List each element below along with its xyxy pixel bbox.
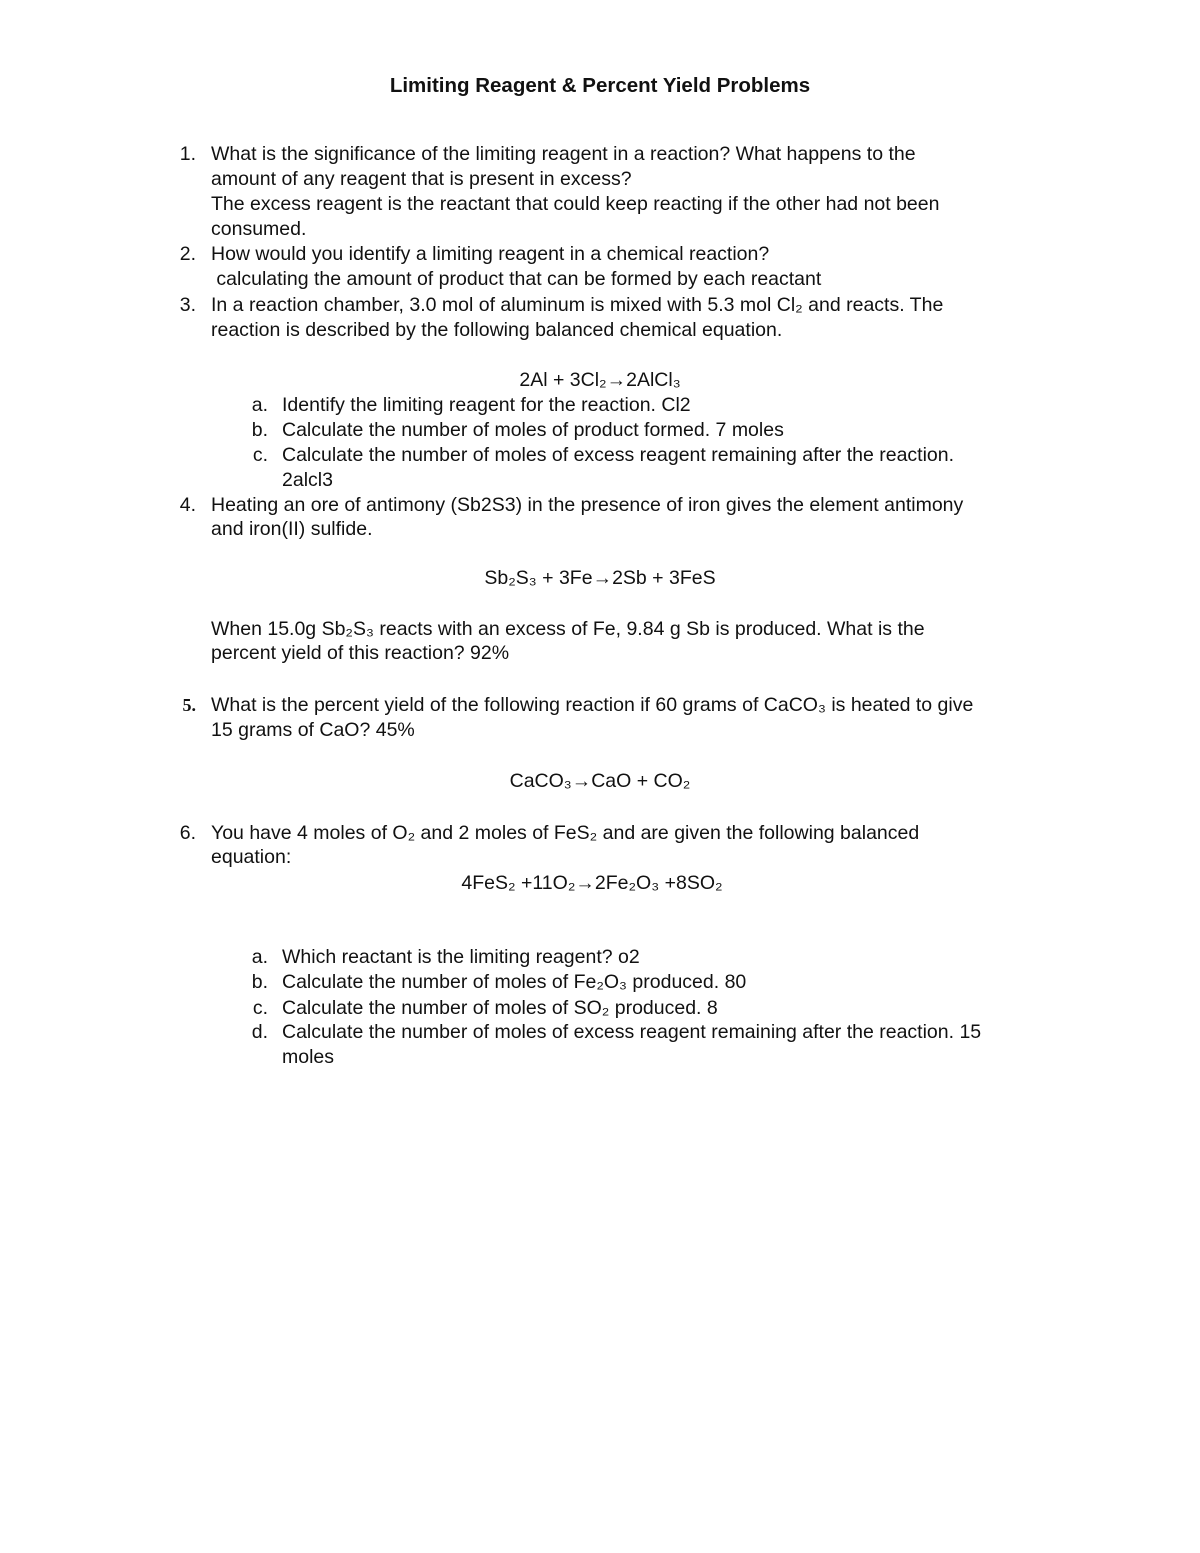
- chemical-equation: CaCO₃→CaO + CO₂: [509, 770, 691, 792]
- question-number: 5.: [182, 695, 196, 715]
- sub-question-text: Calculate the number of moles of excess reagent remaining after the reaction.: [282, 444, 955, 466]
- question-text-line: When 15.0g Sb₂S₃ reacts with an excess of Fe, 9.84 g Sb is produced. What is the: [211, 618, 925, 640]
- question-number: 6.: [179, 822, 196, 844]
- answer-text-line: calculating the amount of product that can be formed by each reactant: [211, 268, 822, 290]
- sub-question-text: Calculate the number of moles of excess reagent remaining after the reaction. 15: [282, 1021, 982, 1043]
- sub-question-text: Which reactant is the limiting reagent? o2: [282, 946, 640, 968]
- sub-question-letter: b.: [251, 971, 268, 993]
- sub-question-letter: a.: [251, 394, 268, 416]
- sub-question-text: Identify the limiting reagent for the reaction. Cl2: [282, 394, 691, 416]
- sub-question-text: Calculate the number of moles of Fe₂O₃ produced. 80: [282, 971, 747, 993]
- question-text-line: What is the significance of the limiting reagent in a reaction? What happens to the: [211, 143, 916, 165]
- sub-question-text: 2alcl3: [282, 469, 333, 491]
- question-text-line: reaction is described by the following balanced chemical equation.: [211, 319, 783, 341]
- sub-question-letter: b.: [251, 419, 268, 441]
- question-text-line: How would you identify a limiting reagent in a chemical reaction?: [211, 243, 770, 265]
- sub-question-letter: a.: [251, 946, 268, 968]
- question-text-line: In a reaction chamber, 3.0 mol of aluminum is mixed with 5.3 mol Cl₂ and reacts. The: [211, 294, 944, 316]
- question-text-line: amount of any reagent that is present in excess?: [211, 168, 632, 190]
- question-text-line: 15 grams of CaO? 45%: [211, 719, 415, 741]
- question-number: 1.: [179, 143, 196, 165]
- sub-question-letter: c.: [252, 997, 268, 1019]
- sub-question-text: Calculate the number of moles of product formed. 7 moles: [282, 419, 784, 441]
- chemical-equation: Sb₂S₃ + 3Fe→2Sb + 3FeS: [484, 567, 716, 589]
- chemical-equation: 4FeS₂ +11O₂→2Fe₂O₃ +8SO₂: [461, 872, 723, 894]
- sub-question-letter: d.: [251, 1021, 268, 1043]
- question-number: 4.: [179, 494, 196, 516]
- question-number: 3.: [179, 294, 196, 316]
- question-text-line: You have 4 moles of O₂ and 2 moles of FeS₂ and are given the following balanced: [211, 822, 920, 844]
- sub-question-text: Calculate the number of moles of SO₂ produced. 8: [282, 997, 718, 1019]
- question-text-line: percent yield of this reaction? 92%: [211, 642, 510, 664]
- question-text-line: What is the percent yield of the following reaction if 60 grams of CaCO₃ is heated to give: [211, 694, 974, 716]
- sub-question-letter: c.: [252, 444, 268, 466]
- question-number: 2.: [179, 243, 196, 265]
- answer-text-line: consumed.: [211, 218, 307, 240]
- chemical-equation: 2Al + 3Cl₂→2AlCl₃: [519, 369, 681, 391]
- sub-question-text: moles: [282, 1046, 335, 1068]
- page-title: Limiting Reagent & Percent Yield Problems: [389, 74, 811, 97]
- question-text-line: Heating an ore of antimony (Sb2S3) in the presence of iron gives the element antimony: [211, 494, 964, 516]
- answer-text-line: The excess reagent is the reactant that could keep reacting if the other had not been: [211, 193, 940, 215]
- question-text-line: and iron(II) sulfide.: [211, 518, 373, 540]
- question-text-line: equation:: [211, 846, 292, 868]
